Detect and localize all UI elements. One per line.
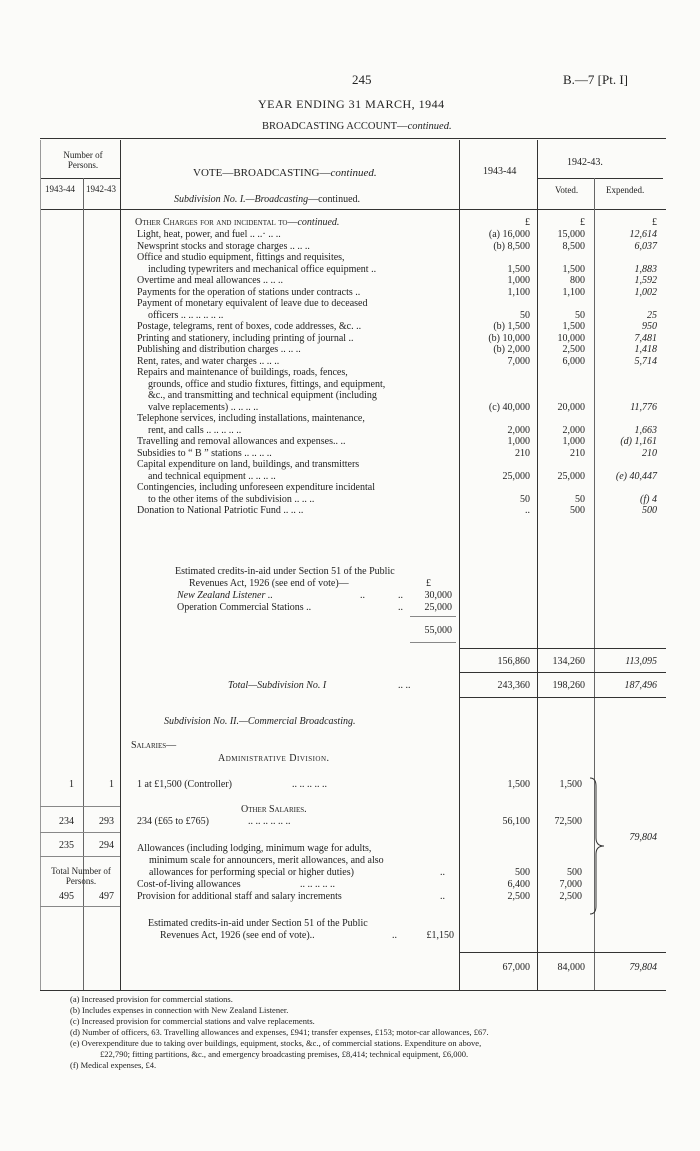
credits1-dots-1: .. — [360, 590, 365, 601]
charge-row-text: Capital expenditure on land, buildings, and transmitters — [137, 459, 360, 470]
year-prev-header: 1942-43. — [567, 157, 603, 168]
charge-row-voted: 8,500 — [562, 240, 585, 252]
charge-row-text: Repairs and maintenance of buildings, roads, fences, — [137, 367, 348, 378]
charge-row-voted: 1,500 — [562, 321, 585, 332]
charge-row-current: (b) 8,500 — [493, 240, 530, 252]
credits1-item-stations-amount: 25,000 — [424, 602, 452, 613]
pound-sign-expended: £ — [652, 217, 657, 228]
persons-left-rule — [40, 140, 41, 990]
charge-row-text: Contingencies, including unforeseen expenditure incidental — [137, 482, 375, 493]
cost-of-living-dots: .. .. .. .. .. — [300, 879, 335, 890]
charge-row-expended: 210 — [642, 447, 657, 459]
credits1-total: 55,000 — [424, 625, 452, 636]
charge-row-expended: 1,002 — [634, 286, 657, 298]
controller-text: 1 at £1,500 (Controller) — [137, 779, 232, 790]
charge-row-voted: 10,000 — [557, 332, 585, 344]
salaries-heading: Salaries— — [131, 740, 177, 751]
other-salaries-current: 56,100 — [502, 816, 530, 827]
subdivision-1-cont: —continued. — [308, 194, 361, 205]
cost-of-living-voted: 7,000 — [559, 879, 582, 890]
sum1-voted: 134,260 — [552, 656, 585, 667]
charge-row-current: 50 — [520, 309, 530, 321]
charge-row-voted: 25,000 — [557, 470, 585, 482]
charge-row-voted: 20,000 — [557, 401, 585, 413]
credits1-line2: Revenues Act, 1926 (see end of vote)— — [189, 578, 349, 589]
other-salaries-p43: 234 — [59, 816, 74, 827]
admin-division-heading: Administrative Division. — [218, 753, 330, 764]
charge-row-text: Postage, telegrams, rent of boxes, code addresses, &c. .. — [137, 321, 362, 332]
charge-row-expended: 1,883 — [634, 263, 657, 275]
account-heading-text: BROADCASTING ACCOUNT— — [262, 121, 408, 132]
charge-row-text: grounds, office and studio fixtures, fittings, and equipment, — [148, 378, 386, 390]
grand-persons-p42: 497 — [99, 891, 114, 902]
charge-row-text: Telephone services, including installations, maintenance, — [137, 413, 365, 424]
total-sub1-voted: 198,260 — [552, 680, 585, 691]
charge-row-expended: 1,418 — [634, 344, 657, 355]
credits2-line2: Revenues Act, 1926 (see end of vote).. — [160, 930, 315, 941]
charge-row-text: to the other items of the subdivision .. .. .. — [148, 493, 315, 505]
subdivision-1-title — [174, 194, 360, 205]
other-salaries-text: 234 (£65 to £765) — [137, 816, 209, 827]
charge-row-text: Rent, rates, and water charges .. .. .. — [137, 355, 280, 367]
header-bottom-rule — [40, 209, 666, 210]
total-sub1-label: Total—Subdivision No. I — [228, 680, 327, 691]
controller-dots: .. .. .. .. .. — [292, 779, 327, 790]
document-reference: B.—7 [Pt. I] — [563, 72, 628, 87]
charge-row-current: (c) 40,000 — [488, 401, 530, 413]
charge-row-expended: 11,776 — [630, 401, 657, 413]
sum2-voted: 84,000 — [557, 962, 585, 973]
sum2-current: 67,000 — [502, 962, 530, 973]
sum1-current: 156,860 — [497, 656, 530, 667]
charge-row-current: (b) 10,000 — [488, 332, 530, 344]
persons-total-rule-top — [40, 832, 120, 833]
charge-row-text: and technical equipment .. .. .. .. — [148, 470, 276, 482]
charge-row-expended: (d) 1,161 — [620, 436, 657, 447]
charge-row-expended: 25 — [647, 309, 657, 321]
total-sub1-expended: 187,496 — [624, 680, 657, 691]
charge-row-current: 2,000 — [507, 424, 530, 436]
persons-right-rule — [120, 140, 121, 990]
total-sub1-current: 243,360 — [497, 680, 530, 691]
salaries-brace — [588, 776, 608, 916]
allowances-dots: .. — [440, 867, 445, 878]
subdivision-1-title-text: Subdivision No. I.—Broadcasting — [174, 194, 309, 205]
bracket-expended: 79,804 — [629, 832, 657, 843]
charge-row-current: (b) 2,000 — [493, 344, 530, 355]
total-number-persons-label: Total Number of Persons. — [51, 866, 111, 886]
charge-row-expended: (e) 40,447 — [615, 470, 657, 482]
sum1-rule-bottom — [459, 672, 666, 673]
charge-row-text: Office and studio equipment, fittings and requisites, — [137, 252, 345, 263]
other-charges-text: Other Charges for and incidental to— — [135, 217, 298, 228]
other-salaries-dots: .. .. .. .. .. .. — [248, 816, 291, 827]
col-persons-header: Number of Persons. — [63, 150, 103, 170]
footnote-b: (b) Includes expenses in connection with New Zealand Listener. — [70, 1005, 289, 1015]
charge-row-text: Subsidies to “ B ” stations .. .. .. .. — [137, 447, 272, 459]
credits2-line1: Estimated credits-in-aid under Section 51 of the Public — [148, 918, 368, 929]
charge-row-text: officers .. .. .. .. .. .. — [148, 309, 224, 321]
charge-row-current: 25,000 — [502, 470, 530, 482]
charge-row-expended: 950 — [642, 321, 657, 332]
allowances-voted: 500 — [567, 867, 582, 878]
charge-row-text: Publishing and distribution charges .. .. .. — [137, 344, 301, 355]
account-heading-cont: continued. — [407, 121, 452, 132]
charge-row-text: rent, and calls .. .. .. .. .. — [148, 424, 242, 436]
prev-year-rule — [537, 178, 663, 179]
charge-row-voted: 50 — [575, 309, 585, 321]
col-1942-43-header: 1942-43 — [86, 184, 116, 194]
account-heading — [262, 121, 452, 132]
other-charges-cont: continued. — [297, 217, 340, 228]
charge-row-text: Printing and stationery, including printing of journal .. — [137, 332, 354, 344]
charge-row-expended: 500 — [642, 505, 657, 516]
allowances-line-1: Allowances (including lodging, minimum wage for adults, — [137, 843, 372, 854]
charge-row-current: 7,000 — [507, 355, 530, 367]
charge-row-text: valve replacements) .. .. .. .. — [148, 401, 259, 413]
charge-row-expended: 7,481 — [634, 332, 657, 344]
charge-row-voted: 2,000 — [562, 424, 585, 436]
charge-row-text: Travelling and removal allowances and expenses.. .. — [137, 436, 346, 447]
page-number: 245 — [352, 72, 372, 87]
charge-row-expended: 6,037 — [634, 240, 657, 252]
persons-total-rule-bottom — [40, 856, 120, 857]
charge-row-text: Light, heat, power, and fuel .. ..· .. .. — [137, 229, 281, 240]
charge-row-expended: 5,714 — [634, 355, 657, 367]
allowances-line-3: allowances for performing special or higher duties) — [149, 867, 354, 878]
charge-row-current: 1,000 — [507, 436, 530, 447]
credits2-amount: £1,150 — [426, 930, 454, 941]
credits2-dots: .. — [392, 930, 397, 941]
credits1-item-listener: New Zealand Listener .. — [177, 590, 273, 601]
vote-title — [193, 167, 377, 179]
credits1-item-listener-amount: 30,000 — [424, 590, 452, 601]
charge-row-text: Payments for the operation of stations under contracts .. — [137, 286, 361, 298]
sum1-expended: 113,095 — [625, 656, 657, 667]
year-heading: YEAR ENDING 31 MARCH, 1944 — [258, 97, 445, 111]
charge-row-text: Overtime and meal allowances .. .. .. — [137, 275, 284, 286]
cost-of-living-current: 6,400 — [507, 879, 530, 890]
charge-row-text: including typewriters and mechanical office equipment .. — [148, 263, 377, 275]
footnote-c: (c) Increased provision for commercial stations and valve replacements. — [70, 1016, 315, 1026]
charge-row-voted: 50 — [575, 493, 585, 505]
credits1-dots-1b: .. — [398, 590, 403, 601]
provision-text: Provision for additional staff and salary increments — [137, 891, 342, 902]
charge-row-voted: 500 — [570, 505, 585, 516]
table-bottom-rule — [40, 990, 666, 991]
charge-row-voted: 210 — [570, 447, 585, 459]
other-salaries-heading: Other Salaries. — [241, 804, 307, 815]
charge-row-voted: 1,100 — [562, 286, 585, 298]
sum2-expended: 79,804 — [629, 962, 657, 973]
provision-current: 2,500 — [507, 891, 530, 902]
credits1-rule-bottom — [410, 642, 456, 643]
charge-row-current: 50 — [520, 493, 530, 505]
charge-row-expended: (f) 4 — [640, 493, 657, 505]
total-sub1-rule — [459, 697, 666, 698]
subdivision-2-title: Subdivision No. II.—Commercial Broadcasting. — [164, 716, 356, 727]
charge-row-current: 1,000 — [507, 275, 530, 286]
sum1-rule-top — [459, 648, 666, 649]
provision-dots: .. — [440, 891, 445, 902]
other-salaries-voted: 72,500 — [554, 816, 582, 827]
charge-row-current: (a) 16,000 — [488, 229, 530, 240]
footnote-a: (a) Increased provision for commercial stations. — [70, 994, 233, 1004]
charge-row-text: Donation to National Patriotic Fund .. .. .. — [137, 505, 304, 516]
charge-row-text: Payment of monetary equivalent of leave due to deceased — [137, 298, 368, 309]
persons-header-rule — [40, 178, 120, 179]
charge-row-voted: 2,500 — [562, 344, 585, 355]
allowances-line-2: minimum scale for announcers, merit allowances, and also — [149, 855, 384, 866]
footnote-e-cont: £22,790; fitting partitions, &c., and emergency broadcasting premises, £8,414; technical equipment, £6,000. — [100, 1049, 469, 1059]
charge-row-expended: 1,592 — [634, 275, 657, 286]
footnote-f: (f) Medical expenses, £4. — [70, 1060, 157, 1070]
charge-row-current: 1,500 — [507, 263, 530, 275]
credits1-line1: Estimated credits-in-aid under Section 51 of the Public — [175, 566, 395, 577]
credits1-pound: £ — [426, 578, 431, 589]
charge-row-current: .. — [525, 505, 530, 516]
col-1943-44-header: 1943-44 — [45, 184, 75, 194]
expended-header: Expended. — [606, 185, 645, 195]
other-salaries-p42: 293 — [99, 816, 114, 827]
pound-sign-voted: £ — [580, 217, 585, 228]
grand-persons-rule — [40, 906, 120, 907]
footnote-d: (d) Number of officers, 63. Travelling allowances and expenses, £941; transfer expenses, £153; motor-car allowances, £67. — [70, 1027, 489, 1037]
charge-row-voted: 6,000 — [562, 355, 585, 367]
persons-total-p43: 235 — [59, 840, 74, 851]
sum2-rule-top — [459, 952, 666, 953]
controller-p43: 1 — [69, 779, 74, 790]
footnote-e: (e) Overexpenditure due to taking over buildings, equipment, stocks, &c., of commercial stations. Expenditure on above, — [70, 1038, 482, 1048]
pound-sign-current: £ — [525, 217, 530, 228]
credits1-rule-top — [410, 616, 456, 617]
charge-row-voted: 1,000 — [562, 436, 585, 447]
cost-of-living-text: Cost-of-living allowances — [137, 879, 241, 890]
other-charges-heading — [135, 217, 339, 228]
header-rule — [40, 138, 666, 139]
controller-p42: 1 — [109, 779, 114, 790]
controller-current: 1,500 — [507, 779, 530, 790]
grand-persons-p43: 495 — [59, 891, 74, 902]
credits1-dots-2: .. — [398, 602, 403, 613]
total-sub1-dots: .. .. — [398, 680, 411, 691]
other-salaries-rule — [40, 806, 120, 807]
charge-row-text: &c., and transmitting and technical equipment (including — [148, 390, 377, 401]
charge-row-expended: 12,614 — [629, 229, 657, 240]
charge-row-expended: 1,663 — [634, 424, 657, 436]
persons-total-p42: 294 — [99, 840, 114, 851]
vote-title-cont: continued. — [330, 167, 377, 179]
provision-voted: 2,500 — [559, 891, 582, 902]
voted-header: Voted. — [555, 185, 579, 195]
charge-row-voted: 15,000 — [557, 229, 585, 240]
charge-row-current: 1,100 — [507, 286, 530, 298]
allowances-current: 500 — [515, 867, 530, 878]
charge-row-current: (b) 1,500 — [493, 321, 530, 332]
charge-row-current: 210 — [515, 447, 530, 459]
charge-row-voted: 800 — [570, 275, 585, 286]
charge-row-text: Newsprint stocks and storage charges .. .. .. — [137, 240, 310, 252]
vote-title-text: VOTE—BROADCASTING— — [193, 167, 331, 179]
year-current-header: 1943-44 — [483, 166, 517, 177]
controller-voted: 1,500 — [559, 779, 582, 790]
credits1-item-stations: Operation Commercial Stations .. — [177, 602, 312, 613]
charge-row-voted: 1,500 — [562, 263, 585, 275]
